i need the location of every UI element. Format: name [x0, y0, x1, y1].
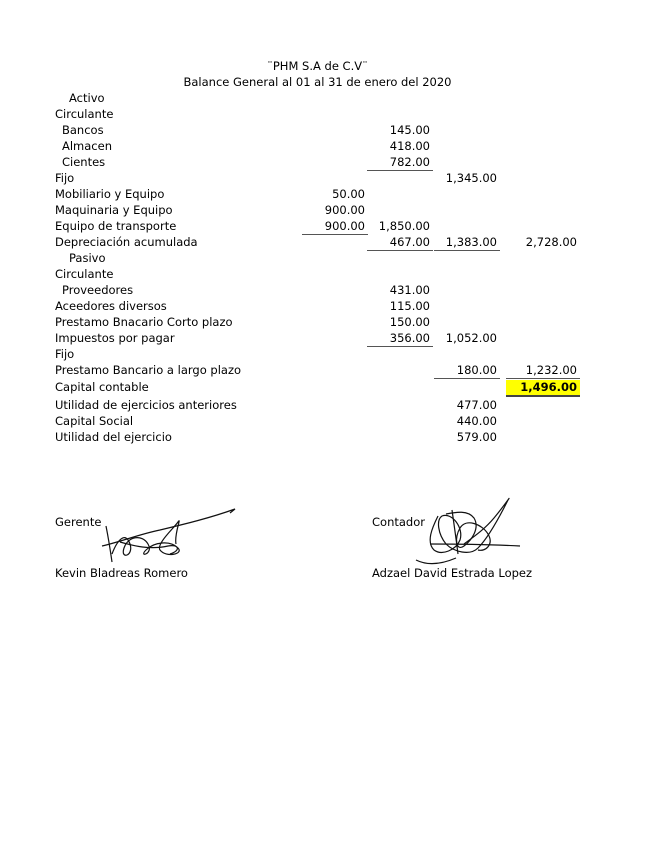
- row-label: Circulante: [55, 107, 114, 121]
- manager-label: Gerente: [55, 515, 102, 529]
- value-cell: 579.00: [456, 430, 497, 444]
- table-row: [0, 219, 655, 235]
- value-cell: 440.00: [456, 414, 497, 428]
- row-label: Prestamo Bnacario Corto plazo: [55, 315, 233, 329]
- table-row: [0, 139, 655, 155]
- value-cell: 782.00: [367, 155, 433, 171]
- value-cell: 467.00: [367, 235, 433, 251]
- total-assets-cell: 2,728.00: [525, 235, 577, 249]
- row-label: Capital Social: [55, 414, 134, 428]
- value-cell: 50.00: [332, 187, 365, 201]
- row-label: Depreciación acumulada: [55, 235, 198, 249]
- row-label: Prestamo Bancario a largo plazo: [55, 363, 242, 377]
- accountant-label: Contador: [372, 515, 425, 529]
- row-label: Proveedores: [62, 283, 134, 297]
- table-row: [0, 315, 655, 331]
- value-cell: 1,850.00: [378, 219, 430, 233]
- row-label: Aceedores diversos: [55, 299, 167, 313]
- row-label: Pasivo: [69, 251, 106, 265]
- value-cell: 1,345.00: [445, 171, 497, 185]
- subheading-circulante: [0, 107, 655, 123]
- section-heading-pasivo: [0, 251, 655, 267]
- table-row: [0, 155, 655, 171]
- report-title: Balance General al 01 al 31 de enero del 2020: [183, 75, 452, 89]
- row-label: Utilidad del ejercicio: [55, 430, 172, 444]
- company-name: ¨PHM S.A de C.V¨: [267, 59, 368, 73]
- value-cell: 180.00: [434, 363, 500, 379]
- value-cell: 900.00: [302, 219, 368, 235]
- row-label: Bancos: [62, 123, 104, 137]
- value-cell: 1,383.00: [434, 235, 500, 251]
- row-label: Almacen: [62, 139, 112, 153]
- manager-signature: [90, 504, 240, 568]
- row-label: Mobiliario y Equipo: [55, 187, 165, 201]
- table-row: [0, 414, 655, 430]
- value-cell: 1,052.00: [445, 331, 497, 345]
- value-cell: 145.00: [389, 123, 430, 137]
- value-cell: 477.00: [456, 398, 497, 412]
- value-cell: 356.00: [367, 331, 433, 347]
- row-label: Maquinaria y Equipo: [55, 203, 173, 217]
- total-liabilities-cell: 1,232.00: [506, 363, 580, 379]
- row-label: Cientes: [62, 155, 106, 169]
- table-row: [0, 363, 655, 379]
- value-cell: 431.00: [389, 283, 430, 297]
- row-label: Impuestos por pagar: [55, 331, 175, 345]
- table-row: [0, 331, 655, 347]
- table-row: [0, 123, 655, 139]
- subheading-circulante: [0, 267, 655, 283]
- row-label: Activo: [69, 91, 105, 105]
- total-equity-cell: 1,496.00: [506, 380, 580, 397]
- table-row: [0, 187, 655, 203]
- row-label: Fijo: [55, 347, 75, 361]
- value-cell: 150.00: [389, 315, 430, 329]
- table-row: [0, 203, 655, 219]
- value-cell: 418.00: [389, 139, 430, 153]
- table-row: [0, 380, 655, 396]
- table-row: [0, 171, 655, 187]
- table-row: [0, 283, 655, 299]
- value-cell: 115.00: [389, 299, 430, 313]
- value-cell: 900.00: [324, 203, 365, 217]
- row-label: Utilidad de ejercicios anteriores: [55, 398, 237, 412]
- row-label: Capital contable: [55, 380, 149, 394]
- row-label: Equipo de transporte: [55, 219, 177, 233]
- section-heading-activo: [0, 91, 655, 107]
- table-row: [0, 235, 655, 251]
- table-row: [0, 398, 655, 414]
- subheading-fijo: [0, 347, 655, 363]
- row-label: Fijo: [55, 171, 75, 185]
- manager-name: Kevin Bladreas Romero: [55, 566, 188, 580]
- accountant-name: Adzael David Estrada Lopez: [372, 566, 533, 580]
- accountant-signature: [412, 494, 526, 570]
- row-label: Circulante: [55, 267, 114, 281]
- table-row: [0, 299, 655, 315]
- table-row: [0, 430, 655, 446]
